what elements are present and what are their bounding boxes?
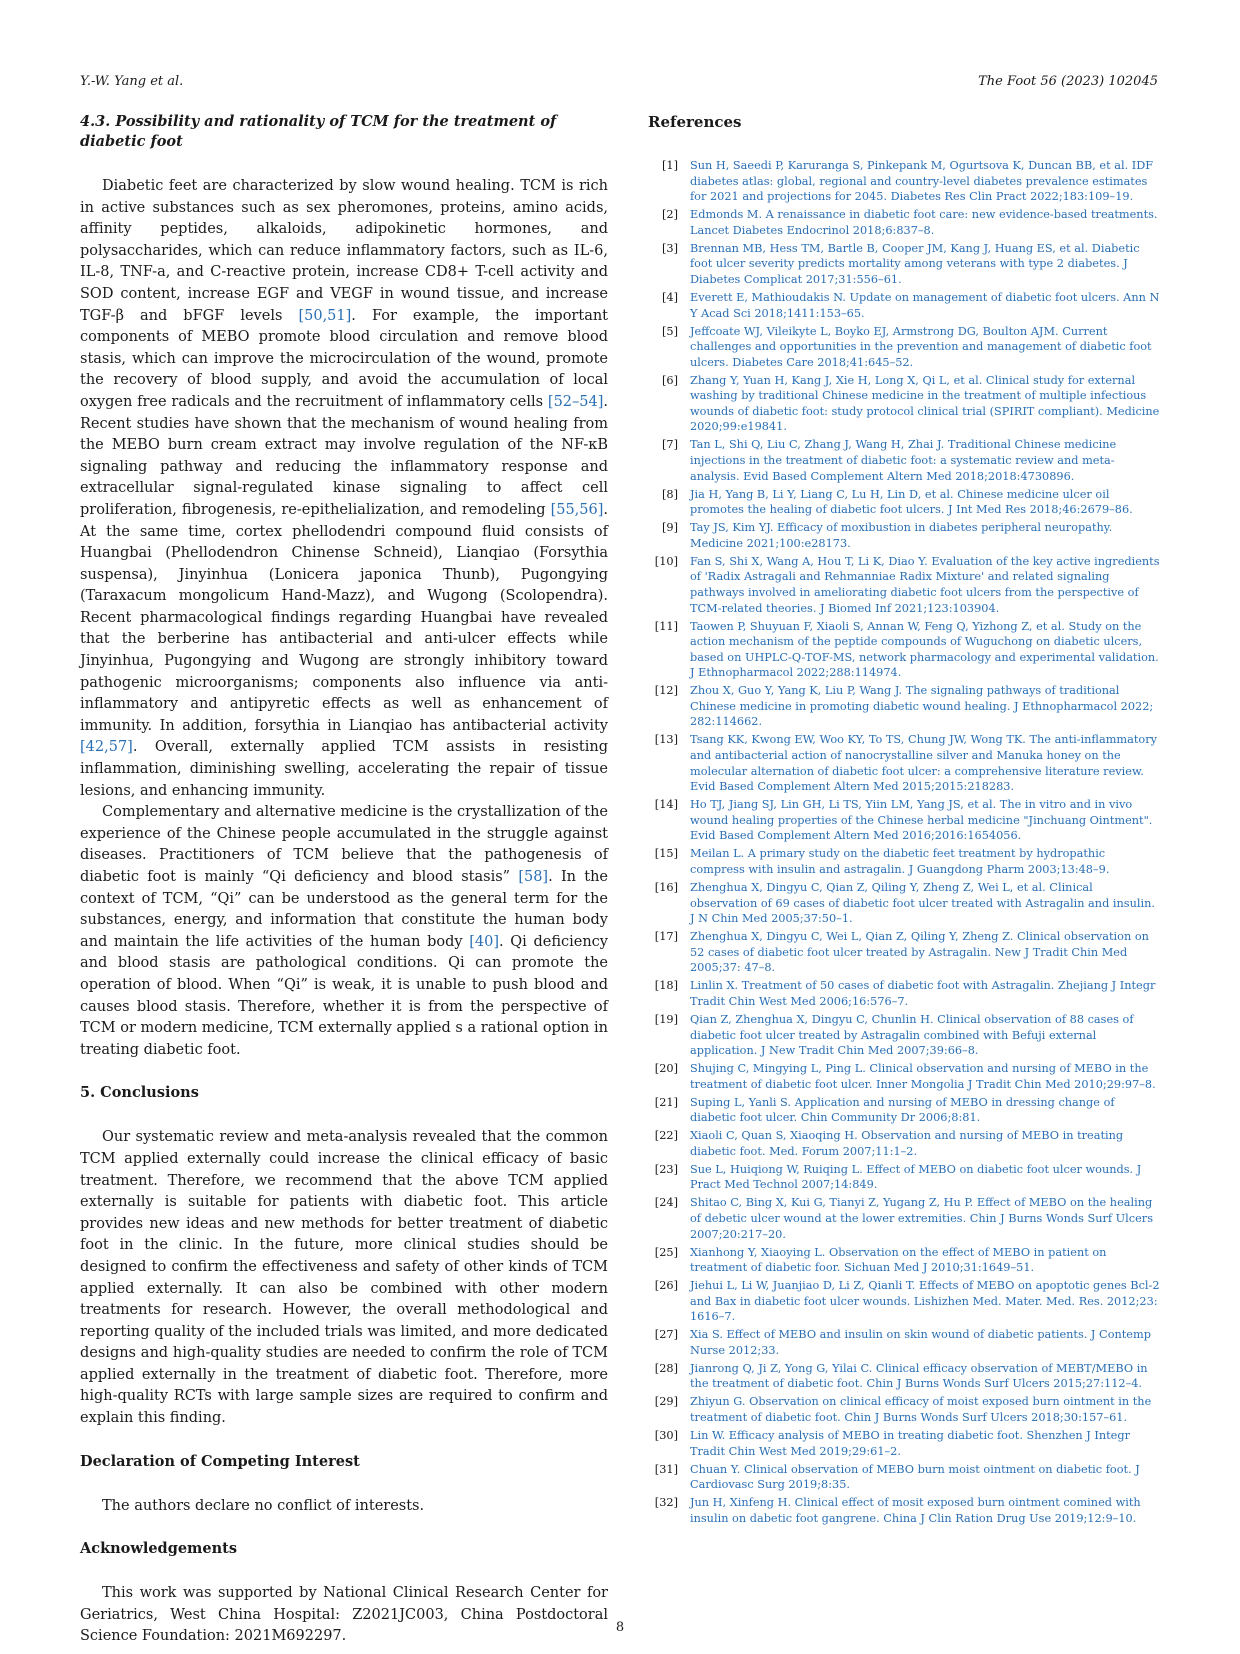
reference-link[interactable]: Chuan Y. Clinical observation of MEBO burn moist ointment on diabetic foot. J Cardiovasc Surg 2019;8:35. xyxy=(690,1462,1140,1492)
reference-item xyxy=(648,1495,1160,1526)
citation-link[interactable]: [58] xyxy=(518,869,549,885)
reference-number: [10] xyxy=(654,554,678,568)
reference-item xyxy=(648,324,1160,371)
reference-item xyxy=(648,520,1160,551)
reference-number: [21] xyxy=(654,1095,678,1109)
reference-item xyxy=(648,1012,1160,1059)
reference-link[interactable]: Suping L, Yanli S. Application and nursing of MEBO in dressing change of diabetic foot ulcer. Chin Community Dr 2006;8:81. xyxy=(690,1095,1115,1125)
citation-link[interactable]: [50,51] xyxy=(298,307,352,324)
reference-number: [26] xyxy=(654,1279,678,1293)
reference-number: [20] xyxy=(654,1062,678,1076)
reference-item xyxy=(648,373,1160,435)
reference-link[interactable]: Sun H, Saeedi P, Karuranga S, Pinkepank M, Ogurtsova K, Duncan BB, et al. IDF diabetes atlas: global, regional and country-level diabetes prevalence estimates for 2021 and projections for 2045. Diabetes Res Clin Pract 2022;183:109–19. xyxy=(690,159,1154,204)
reference-number: [24] xyxy=(654,1196,678,1210)
reference-item xyxy=(648,1162,1160,1193)
reference-link[interactable]: Zhenghua X, Dingyu C, Qian Z, Qiling Y, Zheng Z, Wei L, et al. Clinical observation of 69 cases of diabetic foot ulcer treated with Astragalin and insulin. J N Chin Med 2005;37:50–1. xyxy=(690,880,1155,926)
reference-link[interactable]: Tay JS, Kim YJ. Efficacy of moxibustion in diabetes peripheral neuropathy. Medicine 2021;100:e28173. xyxy=(690,521,1113,550)
reference-item xyxy=(648,487,1160,518)
reference-link[interactable]: Shujing C, Mingying L, Ping L. Clinical observation and nursing of MEBO in the treatment of diabetic foot ulcer. Inner Mongolia J Tradit Chin Med 2010;29:97–8. xyxy=(690,1062,1156,1091)
reference-link[interactable]: Xianhong Y, Xiaoying L. Observation on the effect of MEBO in patient on treatment of diabetic foor. Sichuan Med J 2010;31:1649–51. xyxy=(690,1245,1107,1275)
references-heading: References xyxy=(648,113,742,131)
body-paragraph-1 xyxy=(80,176,608,802)
right-column xyxy=(648,112,1160,1529)
reference-number: [22] xyxy=(654,1129,678,1143)
reference-number: [16] xyxy=(654,880,678,894)
para1-text-1: Diabetic feet are characterized by slow wound healing. TCM is rich in active substances such as sex pheromones, proteins, amino acids, affinity peptides, alkaloids, adipokinetic hormones, and polysaccharides, which can reduce inflammatory factors, such as IL-6, IL-8, TNF-a, and C-reactive protein, increase CD8+ T-cell activity and SOD content, increase EGF and VEGF in wound tissue, and increase TGF-β and bFGF levels xyxy=(80,178,608,324)
running-head-authors: Y.-W. Yang et al. xyxy=(80,74,184,89)
reference-item xyxy=(648,1061,1160,1092)
reference-number: [3] xyxy=(661,241,678,255)
conclusions-paragraph: Our systematic review and meta-analysis revealed that the common TCM applied externally could increase the clinical efficacy of basic treatment. Therefore, we recommend that the above TCM applied externally is suitable for patients with diabetic foot. This article provides new ideas and new methods for better treatment of diabetic foot in the clinic. In the future, more clinical studies should be designed to confirm the effectiveness and safety of other kinds of TCM applied externally. It can also be combined with other modern treatments for research. However, the overall methodological and reporting quality of the included trials was limited, and more dedicated designs and high-quality studies are needed to confirm the role of TCM applied externally in the treatment of diabetic foot. Therefore, more high-quality RCTs with large sample sizes are required to confirm and explain this finding. xyxy=(80,1129,608,1427)
reference-link[interactable]: Brennan MB, Hess TM, Bartle B, Cooper JM, Kang J, Huang ES, et al. Diabetic foot ulcer severity predicts mortality among veterans with type 2 diabetes. J Diabetes Complicat 2017;31:556–61. xyxy=(690,241,1140,286)
reference-link[interactable]: Qian Z, Zhenghua X, Dingyu C, Chunlin H. Clinical observation of 88 cases of diabetic foot ulcer treated by Astragalin combined with Befuji external application. J New Tradit Chin Med 2007;39:66–8. xyxy=(690,1012,1134,1058)
reference-link[interactable]: Xia S. Effect of MEBO and insulin on skin wound of diabetic patients. J Contemp Nurse 2012;33. xyxy=(690,1328,1151,1357)
citation-link[interactable]: [55,56] xyxy=(550,501,604,518)
reference-number: [12] xyxy=(654,684,678,698)
reference-link[interactable]: Jianrong Q, Ji Z, Yong G, Yilai C. Clinical efficacy observation of MEBT/MEBO in the treatment of diabetic foot. Chin J Burns Wonds Surf Ulcers 2015;27:112–4. xyxy=(690,1361,1148,1391)
reference-link[interactable]: Jia H, Yang B, Li Y, Liang C, Lu H, Lin D, et al. Chinese medicine ulcer oil promotes the healing of diabetic foot ulcers. J Int Med Res 2018;46:2679–86. xyxy=(690,487,1133,517)
reference-number: [31] xyxy=(654,1462,678,1476)
reference-number: [29] xyxy=(654,1395,678,1409)
reference-item xyxy=(648,158,1160,205)
reference-number: [28] xyxy=(654,1361,678,1375)
reference-item xyxy=(648,1095,1160,1126)
para2-text-3: . Qi deficiency and blood stasis are pathological conditions. Qi can promote the operation of blood. When “Qi” is weak, it is unable to push blood and causes blood stasis. Therefore, whether it is from the perspective of TCM or modern medicine, TCM externally applied s a rational option in treating diabetic foot. xyxy=(80,933,608,1058)
competing-interest-paragraph: The authors declare no conflict of interests. xyxy=(102,1497,425,1514)
para2-text-2: . In the context of TCM, “Qi” can be understood as the general term for the substances, energy, and information that constitute the human body and maintain the life activities of the human body xyxy=(80,869,608,950)
reference-item xyxy=(648,683,1160,730)
reference-number: [13] xyxy=(654,733,678,747)
subsection-title: 4.3. Possibility and rationality of TCM for the treatment of diabetic foot xyxy=(80,113,557,150)
reference-item xyxy=(648,1428,1160,1459)
reference-number: [19] xyxy=(654,1012,678,1026)
reference-number: [4] xyxy=(661,290,678,304)
reference-number: [25] xyxy=(654,1245,678,1259)
body-paragraph-2 xyxy=(80,802,608,1061)
para1-text-4: . At the same time, cortex phellodendri compound fluid consists of Huangbai (Phellodendron Chinense Schneid), Lianqiao (Forsythia suspensa), Jinyinhua (Lonicera japonica Thunb), Pugongying (Taraxacum mongolicum Hand-Mazz), and Wugong (Scolopendra). Recent pharmacological findings regarding Huangbai have revealed that the berberine has antibacterial and anti-ulcer effects while Jinyinhua, Pugongying and Wugong are strongly inhibitory toward pathogenic microorganisms; components also influence via anti-inflammatory and antipyretic effects as well as enhancement of immunity. In addition, forsythia in Lianqiao has antibacterial activity xyxy=(80,501,608,734)
reference-number: [14] xyxy=(654,798,678,812)
conclusions-heading: 5. Conclusions xyxy=(80,1084,199,1102)
reference-number: [23] xyxy=(654,1162,678,1176)
reference-link[interactable]: Zhiyun G. Observation on clinical efficacy of moist exposed burn ointment in the treatment of diabetic foot. Chin J Burns Wonds Surf Ulcers 2018;30:157–61. xyxy=(690,1395,1152,1425)
reference-link[interactable]: Zhang Y, Yuan H, Kang J, Xie H, Long X, Qi L, et al. Clinical study for external washing by traditional Chinese medicine in the treatment of multiple infectious wounds of diabetic foot: study protocol clinical trial (SPIRIT compliant). Medicine 2020;99:e19841. xyxy=(690,373,1160,434)
para1-text-3: . Recent studies have shown that the mechanism of wound healing from the MEBO burn cream extract may involve regulation of the NF-κB signaling pathway and reducing the inflammatory response and extracellular signal-regulated kinase signaling to affect cell proliferation, fibrogenesis, re-epithelialization, and remodeling xyxy=(80,393,608,518)
para1-text-5: . Overall, externally applied TCM assists in resisting inflammation, diminishing swelling, accelerating the repair of tissue lesions, and enhancing immunity. xyxy=(80,739,608,799)
reference-number: [32] xyxy=(654,1496,678,1510)
reference-link[interactable]: Taowen P, Shuyuan F, Xiaoli S, Annan W, Feng Q, Yizhong Z, et al. Study on the action mechanism of the peptide compounds of Wuguchong on diabetic ulcers, based on UHPLC-Q-TOF-MS, network pharmacology and experimental validation. J Ethnopharmacol 2022;288:114974. xyxy=(690,619,1159,680)
reference-item xyxy=(648,1327,1160,1358)
reference-number: [9] xyxy=(661,521,678,535)
reference-link[interactable]: Sue L, Huiqiong W, Ruiqing L. Effect of MEBO on diabetic foot ulcer wounds. J Pract Med Technol 2007;14:849. xyxy=(690,1162,1142,1192)
reference-link[interactable]: Tsang KK, Kwong EW, Woo KY, To TS, Chung JW, Wong TK. The anti-inflammatory and antibacterial action of nanocrystalline silver and Manuka honey on the molecular alternation of diabetic foot ulcer: a comprehensive literature review. Evid Based Complement Altern Med 2015;2015:218283. xyxy=(690,733,1157,794)
reference-number: [7] xyxy=(661,438,678,452)
reference-link[interactable]: Zhenghua X, Dingyu C, Wei L, Qian Z, Qiling Y, Zheng Z. Clinical observation on 52 cases of diabetic foot ulcer treated by Astragalin. New J Tradit Chin Med 2005;37: 47–8. xyxy=(690,930,1149,975)
acknowledgements-paragraph: This work was supported by National Clinical Research Center for Geriatrics, West China Hospital: Z2021JC003, China Postdoctoral Science Foundation: 2021M692297. xyxy=(80,1585,608,1645)
reference-number: [30] xyxy=(654,1429,678,1443)
para1-text-2: . For example, the important components of MEBO promote blood circulation and remove blood stasis, which can improve the microcirculation of the wound, promote the recovery of blood supply, and avoid the accumulation of local oxygen free radicals and the recruitment of inflammatory cells xyxy=(80,307,608,410)
reference-number: [15] xyxy=(654,847,678,861)
reference-item xyxy=(648,880,1160,927)
acknowledgements-heading: Acknowledgements xyxy=(80,1540,238,1558)
reference-link[interactable]: Jeffcoate WJ, Vileikyte L, Boyko EJ, Armstrong DG, Boulton AJM. Current challenges and opportunities in the prevention and management of diabetic foot ulcers. Diabetes Care 2018;41:645–52. xyxy=(690,324,1152,369)
citation-link[interactable]: [40] xyxy=(469,933,500,950)
reference-item xyxy=(648,619,1160,681)
reference-item xyxy=(648,797,1160,844)
reference-item xyxy=(648,207,1160,238)
reference-item xyxy=(648,929,1160,976)
reference-number: [18] xyxy=(654,979,678,993)
reference-item xyxy=(648,437,1160,484)
reference-item xyxy=(648,290,1160,321)
reference-link[interactable]: Jun H, Xinfeng H. Clinical effect of mosit exposed burn ointment comined with insulin on dabetic foot gangrene. China J Clin Ration Drug Use 2019;12:9–10. xyxy=(690,1496,1141,1525)
reference-item xyxy=(648,978,1160,1009)
reference-link[interactable]: Edmonds M. A renaissance in diabetic foot care: new evidence-based treatments. Lancet Diabetes Endocrinol 2018;6:837–8. xyxy=(690,208,1158,237)
reference-item xyxy=(648,1462,1160,1493)
reference-link[interactable]: Everett E, Mathioudakis N. Update on management of diabetic foot ulcers. Ann N Y Acad Sci 2018;1411:153–65. xyxy=(690,290,1160,320)
running-head-journal: The Foot 56 (2023) 102045 xyxy=(978,74,1158,89)
citation-link[interactable]: [52–54] xyxy=(547,393,604,410)
page-number: 8 xyxy=(615,1620,625,1635)
reference-item xyxy=(648,732,1160,794)
reference-item xyxy=(648,1394,1160,1425)
reference-item xyxy=(648,1361,1160,1392)
competing-interest-heading: Declaration of Competing Interest xyxy=(80,1452,360,1470)
reference-number: [2] xyxy=(661,208,678,222)
reference-link[interactable]: Tan L, Shi Q, Liu C, Zhang J, Wang H, Zhai J. Traditional Chinese medicine injections in the treatment of diabetic foot: a systematic review and meta-analysis. Evid Based Complement Altern Med 2018;2018:4730896. xyxy=(690,438,1117,483)
reference-number: [5] xyxy=(661,324,678,338)
reference-link[interactable]: Shitao C, Bing X, Kui G, Tianyi Z, Yugang Z, Hu P. Effect of MEBO on the healing of debetic ulcer wound at the lower extremities. Chin J Burns Wonds Surf Ulcers 2007;20:217–20. xyxy=(690,1196,1153,1241)
reference-number: [17] xyxy=(654,930,678,944)
left-column xyxy=(80,112,608,1648)
reference-number: [8] xyxy=(661,487,678,501)
reference-link[interactable]: Ho TJ, Jiang SJ, Lin GH, Li TS, Yiin LM, Yang JS, et al. The in vitro and in vivo wound healing properties of the Chinese herbal medicine "Jinchuang Ointment". Evid Based Complement Altern Med 2016;2016:1654056. xyxy=(690,798,1153,843)
reference-number: [1] xyxy=(661,159,678,172)
reference-link[interactable]: Linlin X. Treatment of 50 cases of diabetic foot with Astragalin. Zhejiang J Integr Tradit Chin West Med 2006;16:576–7. xyxy=(690,979,1156,1008)
reference-item xyxy=(648,846,1160,877)
reference-link[interactable]: Meilan L. A primary study on the diabetic feet treatment by hydropathic compress with insulin and astragalin. J Guangdong Pharm 2003;13:48–9. xyxy=(690,847,1110,876)
reference-link[interactable]: Jiehui L, Li W, Juanjiao D, Li Z, Qianli T. Effects of MEBO on apoptotic genes Bcl-2 and Bax in diabetic foot ulcer wounds. Lishizhen Med. Mater. Med. Res. 2012;23: 1616–7. xyxy=(690,1279,1160,1324)
reference-link[interactable]: Lin W. Efficacy analysis of MEBO in treating diabetic foot. Shenzhen J Integr Tradit Chin West Med 2019;29:61–2. xyxy=(690,1429,1130,1458)
reference-link[interactable]: Zhou X, Guo Y, Yang K, Liu P, Wang J. The signaling pathways of traditional Chinese medicine in promoting diabetic wound healing. J Ethnopharmacol 2022; 282:114662. xyxy=(690,684,1154,729)
para2-text-1: Complementary and alternative medicine is the crystallization of the experience of the Chinese people accumulated in the struggle against diseases. Practitioners of TCM believe that the pathogenesis of diabetic foot is mainly “Qi deficiency and blood stasis” xyxy=(80,804,608,885)
reference-item xyxy=(648,1195,1160,1242)
citation-link[interactable]: [42,57] xyxy=(80,739,133,756)
reference-number: [11] xyxy=(654,619,678,633)
reference-item xyxy=(648,1128,1160,1159)
reference-number: [6] xyxy=(661,373,678,387)
reference-item xyxy=(648,554,1160,616)
reference-link[interactable]: Xiaoli C, Quan S, Xiaoqing H. Observation and nursing of MEBO in treating diabetic foot. Med. Forum 2007;11:1–2. xyxy=(690,1129,1124,1158)
reference-item xyxy=(648,1245,1160,1276)
reference-item xyxy=(648,241,1160,288)
reference-list xyxy=(648,158,1160,1526)
reference-item xyxy=(648,1278,1160,1325)
reference-number: [27] xyxy=(654,1328,678,1342)
reference-link[interactable]: Fan S, Shi X, Wang A, Hou T, Li K, Diao Y. Evaluation of the key active ingredients of 'Radix Astragali and Rehmanniae Radix Mixture' and related signaling pathways involved in ameliorating diabetic foot ulcers from the perspective of TCM-related theories. J Biomed Inf 2021;123:103904. xyxy=(690,554,1160,615)
